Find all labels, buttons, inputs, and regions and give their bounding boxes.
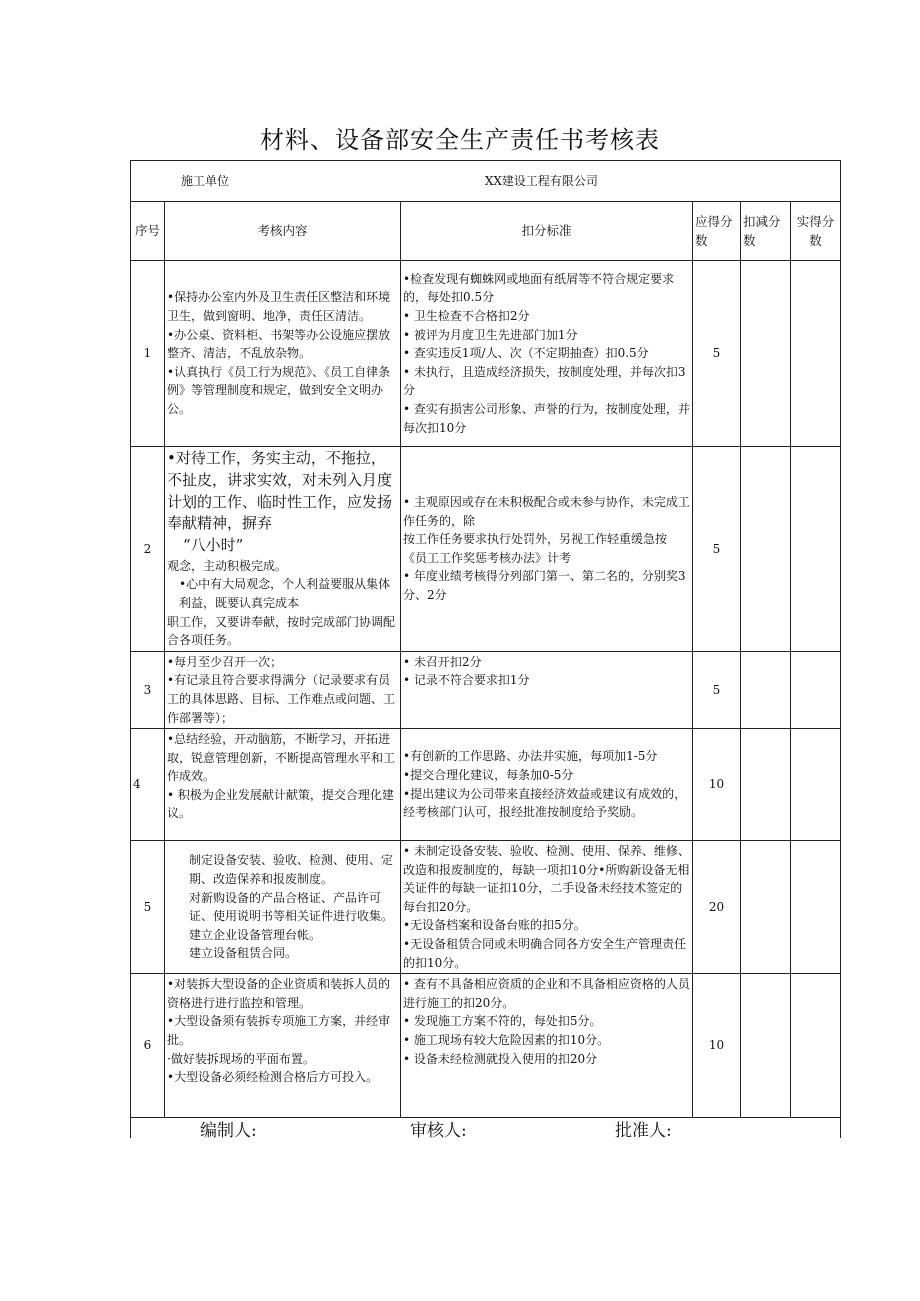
header-deduct: 扣减分数 xyxy=(741,202,791,261)
standard-line: • 未执行，且造成经济损失，按制度处理，并每次扣3分 xyxy=(403,364,686,398)
row-actual xyxy=(791,841,841,974)
content-quote: “八小时” xyxy=(183,536,244,554)
standard-line: • 未召开扣2分 xyxy=(403,654,482,669)
content-line: •每月至少召开一次； xyxy=(167,654,283,669)
content-line: 对新购设备的产品合格证、产品许可证、使用说明书等相关证件进行收集。 xyxy=(189,890,394,924)
row-actual xyxy=(791,729,841,841)
row-no: 4 xyxy=(131,729,165,841)
table-row xyxy=(131,974,841,1118)
table-row xyxy=(131,261,841,447)
row-content xyxy=(165,651,401,728)
content-line: •有记录且符合要求得满分（记录要求有员工的具体思路、目标、工作难点或问题、工作部署等）； xyxy=(167,673,396,725)
header-standard: 扣分标准 xyxy=(401,202,693,261)
row-score: 5 xyxy=(693,447,741,652)
standard-line: •无设备租赁合同或未明确合同各方安全生产管理责任的扣10分。 xyxy=(403,937,687,970)
content-line: •保持办公室内外及卫生责任区整洁和环境卫生，做到窗明、地净，责任区清洁。 xyxy=(167,290,391,324)
content-line: •对待工作，务实主动，不拖拉，不扯皮，讲求实效，对未列入月度计划的工作、临时性工作，应发扬奉献精神，摒弃 xyxy=(167,449,393,533)
standard-line: •检查发现有蜘蛛网或地面有纸屑等不符合规定要求的，每处扣0.5分 xyxy=(403,271,675,305)
row-score: 10 xyxy=(693,974,741,1118)
header-no: 序号 xyxy=(131,202,165,261)
content-line: •大型设备必须经检测合格后方可投入。 xyxy=(167,1070,379,1085)
table-row xyxy=(131,841,841,974)
row-actual xyxy=(791,974,841,1118)
unit-cell xyxy=(131,161,841,202)
content-line: 建立企业设备管理台帐。 xyxy=(189,927,322,942)
content-line: •对装拆大型设备的企业资质和装拆人员的资格进行进行监控和管理。 xyxy=(167,977,391,1010)
row-deduct xyxy=(741,729,791,841)
prepared-by-label: 编制人: xyxy=(200,1121,257,1141)
row-actual xyxy=(791,447,841,652)
table-row xyxy=(131,447,841,652)
standard-line: • 卫生检查不合格扣2分 xyxy=(403,309,530,324)
row-content xyxy=(165,261,401,447)
content-line: •大型设备须有装拆专项施工方案，并经审批。 xyxy=(167,1014,391,1048)
standard-line: • 记录不符合要求扣1分 xyxy=(403,673,530,688)
row-score: 5 xyxy=(693,261,741,447)
row-no: 1 xyxy=(131,261,165,447)
row-standard xyxy=(401,447,693,652)
row-deduct xyxy=(741,447,791,652)
signature-line xyxy=(0,1116,920,1140)
standard-line: •有创新的工作思路、办法并实施，每项加1-5分 xyxy=(403,749,658,764)
header-content: 考核内容 xyxy=(165,202,401,261)
content-line: 建立设备租赁合同。 xyxy=(189,946,298,961)
standard-line: • 发现施工方案不符的，每处扣5分。 xyxy=(403,1014,602,1029)
row-content xyxy=(165,841,401,974)
row-actual xyxy=(791,261,841,447)
standard-line: • 查有不具备相应资质的企业和不具备相应资格的人员进行施工的扣20分。 xyxy=(403,977,690,1010)
content-line: •心中有大局观念，个人利益要服从集体利益，既要认真完成本 xyxy=(179,577,391,610)
row-deduct xyxy=(741,974,791,1118)
standard-line: • 被评为月度卫生先进部门加1分 xyxy=(403,327,578,342)
content-line: ·做好装拆现场的平面布置。 xyxy=(167,1051,315,1066)
content-line: 制定设备安装、验收、检测、使用、定期、改造保养和报废制度。 xyxy=(189,853,394,886)
row-standard xyxy=(401,841,693,974)
row-no: 3 xyxy=(131,651,165,728)
row-score: 5 xyxy=(693,651,741,728)
header-row xyxy=(131,202,841,261)
standard-line: • 施工现场有较大危险因素的扣10分。 xyxy=(403,1033,610,1048)
unit-label: 施工单位 xyxy=(181,173,230,188)
row-no: 2 xyxy=(131,447,165,652)
standard-line: • 查实有损害公司形象、声誉的行为，按制度处理，并每次扣10分 xyxy=(403,401,690,435)
content-line: 观念，主动积极完成。 xyxy=(167,558,288,573)
row-standard xyxy=(401,974,693,1118)
content-line: •认真执行《员工行为规范》、《员工自律条例》等管理制度和规定，做到安全文明办公。 xyxy=(167,364,391,416)
row-actual xyxy=(791,651,841,728)
row-deduct xyxy=(741,261,791,447)
standard-line: • 查实违反1项/人、次（不定期抽查）扣0.5分 xyxy=(403,346,649,361)
row-standard xyxy=(401,651,693,728)
standard-line: •提交合理化建议，每条加0-5分 xyxy=(403,768,574,782)
standard-line: • 未制定设备安装、验收、检测、使用、保养、维修、改造和报废制度的，每缺一项扣10分•所购新设备无相关证件的每缺一证扣10分，二手设备未经技术签定的每台扣20分。 xyxy=(403,844,690,914)
table-row xyxy=(131,651,841,728)
row-content xyxy=(165,974,401,1118)
row-score: 20 xyxy=(693,841,741,974)
row-content xyxy=(165,729,401,841)
reviewed-by-label: 审核人: xyxy=(410,1121,467,1141)
assessment-table xyxy=(130,160,841,1138)
standard-line: 按工作任务要求执行处罚外，另视工作轻重缓急按《员工工作奖惩考核办法》计考 xyxy=(403,532,668,565)
content-line: • 积极为企业发展献计献策，提交合理化建议。 xyxy=(167,787,394,821)
standard-line: • 年度业绩考核得分列部门第一、第二名的，分别奖3分、2分 xyxy=(403,569,686,603)
row-deduct xyxy=(741,651,791,728)
row-standard xyxy=(401,261,693,447)
row-content xyxy=(165,447,401,652)
row-score: 10 xyxy=(693,729,741,841)
standard-line: •无设备档案和设备台账的扣5分。 xyxy=(403,918,586,933)
content-line: •总结经验，开动脑筋，不断学习，开拓进取，锐意管理创新，不断提高管理水平和工作成效。 xyxy=(167,732,396,784)
row-no: 6 xyxy=(131,974,165,1118)
standard-line: • 设备未经检测就投入使用的扣20分 xyxy=(403,1051,598,1066)
content-line: •办公桌、资料柜、书架等办公设施应摆放整齐、清洁，不乱放杂物。 xyxy=(167,327,391,361)
standard-line: • 主观原因或存在未积极配合或未参与协作，未完成工作任务的，除 xyxy=(403,495,690,528)
content-line: 职工作，又要讲奉献，按时完成部门协调配合各项任务。 xyxy=(167,614,396,648)
table-row xyxy=(131,729,841,841)
row-deduct xyxy=(741,841,791,974)
page-title: 材料、设备部安全生产责任书考核表 xyxy=(260,126,660,154)
header-score: 应得分数 xyxy=(693,202,741,261)
standard-line: •提出建议为公司带来直接经济效益或建议有成效的，经考核部门认可，报经批准按制度给予奖励。 xyxy=(403,786,687,820)
row-no: 5 xyxy=(131,841,165,974)
approved-by-label: 批准人: xyxy=(615,1121,672,1141)
unit-value: XX建设工程有限公司 xyxy=(484,173,598,188)
row-standard xyxy=(401,729,693,841)
header-actual: 实得分数 xyxy=(791,202,841,261)
unit-row xyxy=(131,161,841,202)
